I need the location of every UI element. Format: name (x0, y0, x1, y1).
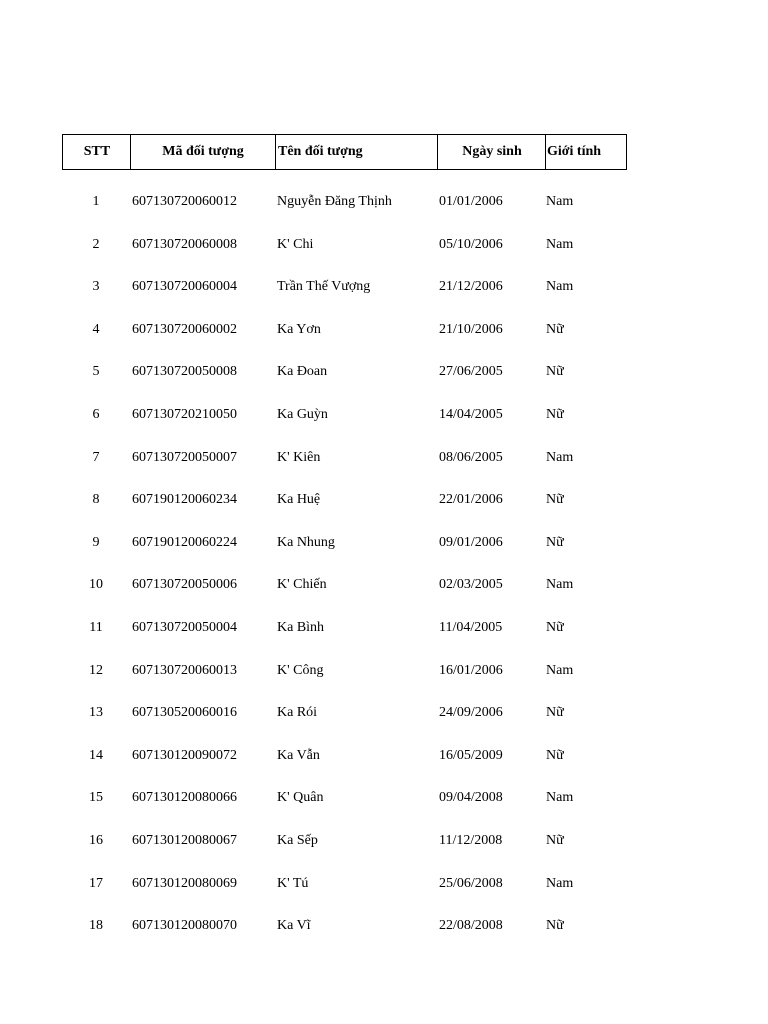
cell-sex: Nam (546, 875, 574, 891)
cell-stt: 12 (89, 662, 103, 678)
cell-sex: Nữ (546, 492, 564, 508)
cell-sex: Nữ (546, 534, 564, 550)
table-row (62, 181, 627, 224)
cell-stt: 4 (92, 321, 100, 337)
table-row (62, 309, 627, 352)
table-row (62, 224, 627, 267)
cell-code: 607130720060008 (132, 236, 237, 252)
table-row (62, 437, 627, 480)
cell-sex: Nam (546, 236, 574, 252)
cell-name: Ka Bình (277, 619, 325, 635)
cell-name: Ka Rói (277, 705, 318, 721)
cell-name: Ka Huệ (277, 492, 321, 508)
cell-code: 607130120080067 (132, 832, 237, 848)
cell-code: 607130720050007 (132, 449, 237, 465)
cell-dob: 14/04/2005 (439, 406, 503, 422)
table-row (62, 735, 627, 778)
cell-code: 607130720210050 (132, 406, 237, 422)
cell-name: K' Tú (277, 875, 309, 891)
cell-name: Nguyễn Đăng Thịnh (277, 194, 392, 209)
header-stt: STT (83, 144, 111, 159)
cell-dob: 09/04/2008 (439, 790, 503, 806)
cell-code: 607130120080069 (132, 875, 237, 891)
cell-sex: Nữ (546, 918, 564, 934)
table-header (62, 134, 627, 170)
cell-dob: 27/06/2005 (439, 364, 503, 380)
table-row (62, 905, 627, 948)
cell-stt: 14 (89, 747, 103, 763)
cell-dob: 09/01/2006 (439, 534, 503, 550)
cell-code: 607130120080066 (132, 790, 237, 806)
cell-dob: 02/03/2005 (439, 577, 503, 593)
cell-sex: Nữ (546, 705, 564, 721)
cell-code: 607130720050004 (132, 619, 237, 635)
cell-stt: 18 (89, 918, 103, 934)
cell-code: 607130720060004 (132, 279, 237, 295)
cell-name: K' Chi (277, 236, 314, 252)
cell-stt: 6 (92, 406, 100, 422)
cell-stt: 7 (92, 449, 100, 465)
cell-dob: 05/10/2006 (439, 236, 503, 252)
cell-name: Ka Vĩ (277, 918, 311, 934)
cell-dob: 25/06/2008 (439, 875, 503, 891)
cell-sex: Nữ (546, 747, 564, 763)
table-row (62, 479, 627, 522)
cell-sex: Nữ (546, 619, 564, 635)
cell-name: Ka Đoan (277, 364, 328, 380)
cell-dob: 01/01/2006 (439, 194, 503, 209)
cell-dob: 08/06/2005 (439, 449, 503, 465)
cell-code: 607130720050008 (132, 364, 237, 380)
table-row (62, 394, 627, 437)
cell-sex: Nam (546, 194, 574, 209)
cell-code: 607130720060002 (132, 321, 237, 337)
cell-name: Ka Vẫn (277, 747, 320, 763)
cell-stt: 17 (89, 875, 103, 891)
cell-dob: 21/12/2006 (439, 279, 503, 295)
cell-stt: 10 (89, 577, 103, 593)
column-divider (545, 135, 546, 169)
cell-stt: 9 (92, 534, 100, 550)
cell-sex: Nữ (546, 364, 564, 380)
table-row (62, 522, 627, 565)
cell-name: K' Quân (277, 790, 324, 806)
cell-dob: 16/05/2009 (439, 747, 503, 763)
cell-dob: 16/01/2006 (439, 662, 503, 678)
table-row (62, 863, 627, 906)
cell-sex: Nữ (546, 321, 564, 337)
header-dob: Ngày sinh (462, 144, 522, 159)
cell-sex: Nam (546, 577, 574, 593)
cell-name: Trần Thế Vượng (277, 279, 371, 295)
cell-sex: Nam (546, 449, 574, 465)
cell-dob: 22/01/2006 (439, 492, 503, 508)
cell-name: Ka Yơn (277, 321, 321, 337)
table-body (62, 181, 627, 948)
cell-sex: Nam (546, 279, 574, 295)
cell-stt: 11 (89, 619, 103, 635)
cell-name: Ka Guỳn (277, 406, 328, 422)
table-row (62, 777, 627, 820)
table-row (62, 564, 627, 607)
cell-code: 607130720060013 (132, 662, 237, 678)
cell-dob: 11/12/2008 (439, 832, 503, 848)
cell-stt: 2 (92, 236, 100, 252)
cell-stt: 8 (92, 492, 100, 508)
cell-code: 607130520060016 (132, 705, 237, 721)
header-name: Tên đối tượng (278, 144, 363, 159)
cell-name: K' Kiên (277, 449, 321, 465)
cell-code: 607130720050006 (132, 577, 237, 593)
cell-code: 607190120060224 (132, 534, 237, 550)
table-row (62, 692, 627, 735)
column-divider (275, 135, 276, 169)
table-row (62, 607, 627, 650)
cell-stt: 1 (92, 194, 100, 209)
cell-stt: 5 (92, 364, 100, 380)
table-row (62, 820, 627, 863)
table-row (62, 650, 627, 693)
cell-stt: 15 (89, 790, 103, 806)
cell-code: 607190120060234 (132, 492, 237, 508)
table-row (62, 351, 627, 394)
cell-sex: Nam (546, 662, 574, 678)
cell-sex: Nữ (546, 406, 564, 422)
header-code: Mã đối tượng (162, 144, 244, 159)
cell-name: Ka Sếp (277, 832, 318, 848)
cell-code: 607130720060012 (132, 194, 237, 209)
cell-dob: 24/09/2006 (439, 705, 503, 721)
cell-stt: 3 (92, 279, 100, 295)
header-sex: Giới tính (547, 144, 602, 159)
cell-dob: 21/10/2006 (439, 321, 503, 337)
cell-sex: Nữ (546, 832, 564, 848)
cell-stt: 13 (89, 705, 103, 721)
table-row (62, 266, 627, 309)
cell-sex: Nam (546, 790, 574, 806)
cell-dob: 11/04/2005 (439, 619, 503, 635)
cell-name: Ka Nhung (277, 534, 335, 550)
cell-stt: 16 (89, 832, 103, 848)
cell-name: K' Chiến (277, 577, 327, 593)
cell-code: 607130120080070 (132, 918, 237, 934)
cell-dob: 22/08/2008 (439, 918, 503, 934)
cell-code: 607130120090072 (132, 747, 237, 763)
cell-name: K' Công (277, 662, 324, 678)
